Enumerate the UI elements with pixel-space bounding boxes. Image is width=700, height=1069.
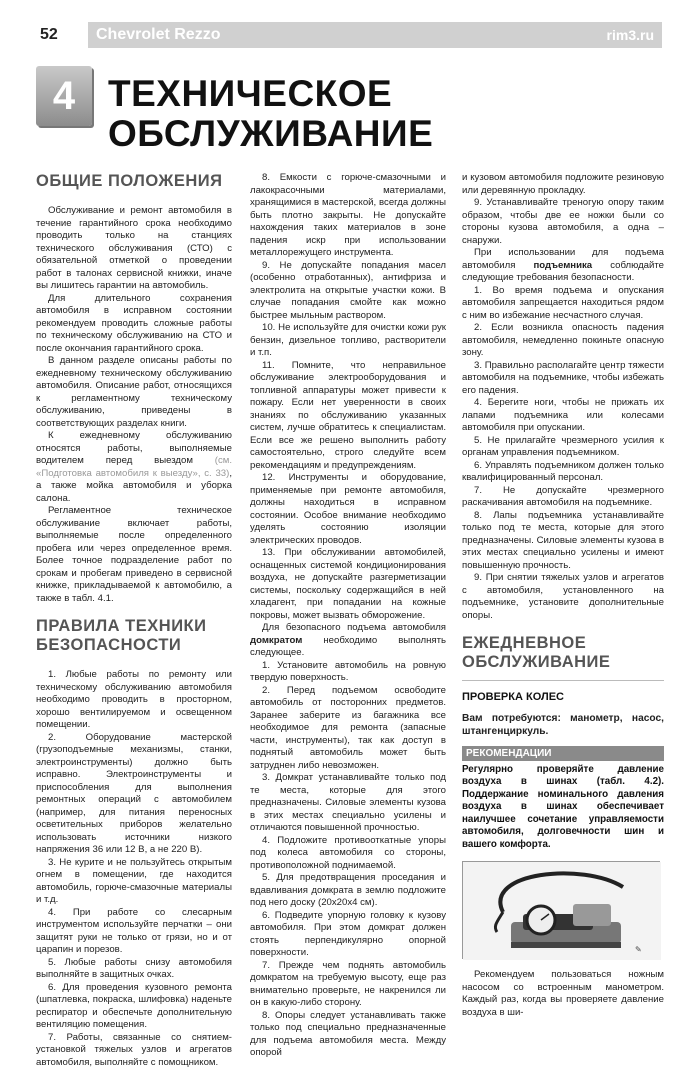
list-item: 9. Не допускайте попадания масел (особенно отработанных), антифриза и электролита на открытые участки кожи. В случае попадания смойте как можно быстрее мыльным раствором. [250,260,446,323]
paragraph: Регламентное техническое обслуживание включает работы, выполняемые после определенного пробега или через определенное время. Более точное подразделение работ по срокам и пробегам приведено в сервисной книжке, прикладываемой к автомобилю, а также в табл. 4.1. [36,505,232,605]
bold-term: подъемника [534,260,593,271]
list-item: 6. Управлять подъемником должен только квалифицированный персонал. [462,460,664,485]
list-item: 8. Опоры следует устанавливать также только под специально предназначенные для подъема автомобиля места. Между опорой [250,1010,446,1060]
list-item: 8. Лапы подъемника устанавливайте только под те места, которые для этого предназначены. Силовые элементы кузова в этих местах специально усилены и имеют повышенную прочность. [462,510,664,573]
list-item: 9. Устанавливайте треногую опору таким образом, чтобы две ее ножки были со стороны кузова автомобиля, а одна – снаружи. [462,197,664,247]
foot-pump-illustration [463,862,661,960]
list-item: 5. Любые работы снизу автомобиля выполняйте в защитных очках. [36,957,232,982]
list-item: 6. Для проведения кузовного ремонта (шпатлевка, покраска, шлифовка) наденьте респиратор и обеспечьте дополнительную вентиляцию помещения. [36,982,232,1032]
text: К ежедневному обслуживанию относятся работы, выполняемые водителем перед выездом [36,430,232,466]
page-header [36,22,662,48]
list-item: 7. Работы, связанные со снятием-установкой тяжелых узлов и агрегатов автомобиля, выполняйте с помощником. [36,1032,232,1069]
heading-line: ПРАВИЛА ТЕХНИКИ [36,617,232,636]
heading-line: БЕЗОПАСНОСТИ [36,636,232,655]
heading-general: ОБЩИЕ ПОЛОЖЕНИЯ [36,172,232,191]
list-item: 13. При обслуживании автомобилей, оснащенных системой кондиционирования воздуха, не допускайте разгерметизации системы, поскольку содержащийся в ней хладагент, при попадании на кожные покровы, может вызвать обморожение. [250,547,446,622]
svg-text:✎: ✎ [635,945,642,954]
site-name: rim3.ru [607,22,654,48]
paragraph [250,622,446,660]
list-item: 5. Для предотвращения проседания и вдавливания домкрата в землю подложите под него доску (20х20х4 см). [250,872,446,910]
divider [462,680,664,681]
heading-line: ЕЖЕДНЕВНОЕ [462,634,664,653]
paragraph: Обслуживание и ремонт автомобиля в течение гарантийного срока необходимо проводить только на станциях технического обслуживания (СТО) с обязательной отметкой о проведении работ в талонах сервисной книжки, иначе вы лишитесь гарантии на автомобиль. [36,205,232,293]
paragraph [462,247,664,285]
list-item: 8. Емкости с горюче-смазочными и лакокрасочными материалами, хранящимися в мастерской, всегда должны быть плотно закрыты. Не допускайте нахождения таких материалов в зоне падения искр при использовании металлорежущего инструмента. [250,172,446,260]
list-item: 1. Во время подъема и опускания автомобиля запрещается находиться рядом с ним во избежание несчастного случая. [462,285,664,323]
paragraph [36,430,232,505]
list-item: 10. Не используйте для очистки кожи рук бензин, дизельное топливо, растворители и т.п. [250,322,446,360]
text: необходимо выполнять следующее. [250,635,446,659]
column-3 [462,172,664,1019]
chapter-title-line2: ОБСЛУЖИВАНИЕ [108,114,433,154]
paragraph: В данном разделе описаны работы по ежедневному техническому обслуживанию автомобиля. Описание работ, относящихся к регламентному техническому обслуживанию, приведены в соответствующих разделах книги. [36,355,232,430]
bold-term: домкратом [250,635,302,646]
text: соблюдайте следующие требования безопасности. [462,260,664,284]
list-item: 1. Любые работы по ремонту или техническому обслуживанию автомобиля необходимо проводить в просторном, хорошо вентилируемом и освещенном помещении. [36,669,232,732]
paragraph: и кузовом автомобиля подложите резиновую или деревянную прокладку. [462,172,664,197]
list-item: 11. Помните, что неправильное обслуживание электрооборудования и топливной аппаратуры может привести к пожару. Если нет уверенности в своих знаниях по обслуживанию указанных систем, лучше обратитесь к специалистам. Если все же решено выполнить работу самостоятельно, строго следуйте всем рекомендациям и предупреждениям. [250,360,446,473]
text: , а также мойка автомобиля и уборка салона. [36,468,232,504]
heading-wheels: ПРОВЕРКА КОЛЕС [462,691,664,704]
chapter-title-line1: ТЕХНИЧЕСКОЕ [108,74,433,114]
list-item: 4. Берегите ноги, чтобы не прижать их лапами подъемника или колесами автомобиля при опускании. [462,397,664,435]
list-item: 4. Подложите противооткатные упоры под колеса автомобиля со стороны, противоположной поднимаемой. [250,835,446,873]
column-1 [36,172,232,1069]
list-item: 3. Домкрат устанавливайте только под те места, которые для этого предназначены. Силовые элементы кузова в этих местах специально усилены и отличаются повышенной прочностью. [250,772,446,835]
page-number: 52 [36,22,88,48]
heading-line: ОБСЛУЖИВАНИЕ [462,653,664,672]
chapter-title [108,74,433,154]
list-item: 12. Инструменты и оборудование, применяемые при ремонте автомобиля, должны находиться в исправном состоянии. Особое внимание необходимо уделять состоянию изоляции электрических проводов. [250,472,446,547]
recommendations-label: РЕКОМЕНДАЦИИ [462,746,664,761]
text: Для безопасного подъема автомобиля [262,622,446,633]
tools-needed: Вам потребуются: манометр, насос, штангенциркуль. [462,712,664,738]
caption: Рекомендуем пользоваться ножным насосом со встроенным манометром. Каждый раз, когда вы проверяете давление воздуха в ши- [462,969,664,1019]
recommendations-text: Регулярно проверяйте давление воздуха в шинах (табл. 4.2). Поддержание номинального давления воздуха в шинах обеспечивает наилучшее сочетание управляемости автомобиля, долговечности шин и вашего комфорта. [462,764,664,852]
list-item: 5. Не прилагайте чрезмерного усилия к органам управления подъемником. [462,435,664,460]
list-item: 3. Правильно располагайте центр тяжести автомобиля на подъемнике, чтобы избежать его падения. [462,360,664,398]
foot-pump-photo [462,861,660,959]
book-title: Chevrolet Rezzo [96,22,220,48]
cross-reference-link[interactable]: (см. «Подготовка автомобиля к выезду», с. 33) [36,455,232,479]
text: При использовании для подъема автомобиля [462,247,664,271]
column-2 [250,172,446,1060]
heading-safety [36,617,232,655]
list-item: 3. Не курите и не пользуйтесь открытым огнем в помещении, где находится автомобиль, горюче-смазочные материалы и т.д. [36,857,232,907]
list-item: 2. Перед подъемом освободите автомобиль от посторонних предметов. Заранее заберите из багажника все необходимое для ремонта (запасные части, инструменты), так как доступ в поднятый автомобиль может быть затруднен либо невозможен. [250,685,446,773]
paragraph: Для длительного сохранения автомобиля в исправном состоянии рекомендуем проводить сложные работы по техническому обслуживанию на СТО и после окончания гарантийного срока. [36,293,232,356]
heading-daily [462,634,664,672]
list-item: 2. Если возникла опасность падения автомобиля, немедленно покиньте опасную зону. [462,322,664,360]
list-item: 7. Прежде чем поднять автомобиль домкратом на требуемую высоту, еще раз внимательно проверьте, не накренился ли он в какую-либо сторону. [250,960,446,1010]
chapter-number: 4 [36,66,92,126]
list-item: 6. Подведите упорную головку к кузову автомобиля. При этом домкрат должен стоять перпендикулярно опорной поверхности. [250,910,446,960]
list-item: 1. Установите автомобиль на ровную твердую поверхность. [250,660,446,685]
list-item: 2. Оборудование мастерской (грузоподъемные механизмы, станки, электроинструменты) должно быть исправно. Электроинструменты и приспособления для выполнения ремонтных операций с автомобилем (например, для питания переносных осветительных приборов желательно использовать источники низкого напряжения 36 или 12 В, а не 220 В). [36,732,232,857]
list-item: 4. При работе со слесарным инструментом используйте перчатки – они защитят руки не только от грязи, но и от царапин и порезов. [36,907,232,957]
list-item: 9. При снятии тяжелых узлов и агрегатов с автомобиля, установленного на подъемнике, установите дополнительные опоры. [462,572,664,622]
list-item: 7. Не допускайте чрезмерного раскачивания автомобиля на подъемнике. [462,485,664,510]
